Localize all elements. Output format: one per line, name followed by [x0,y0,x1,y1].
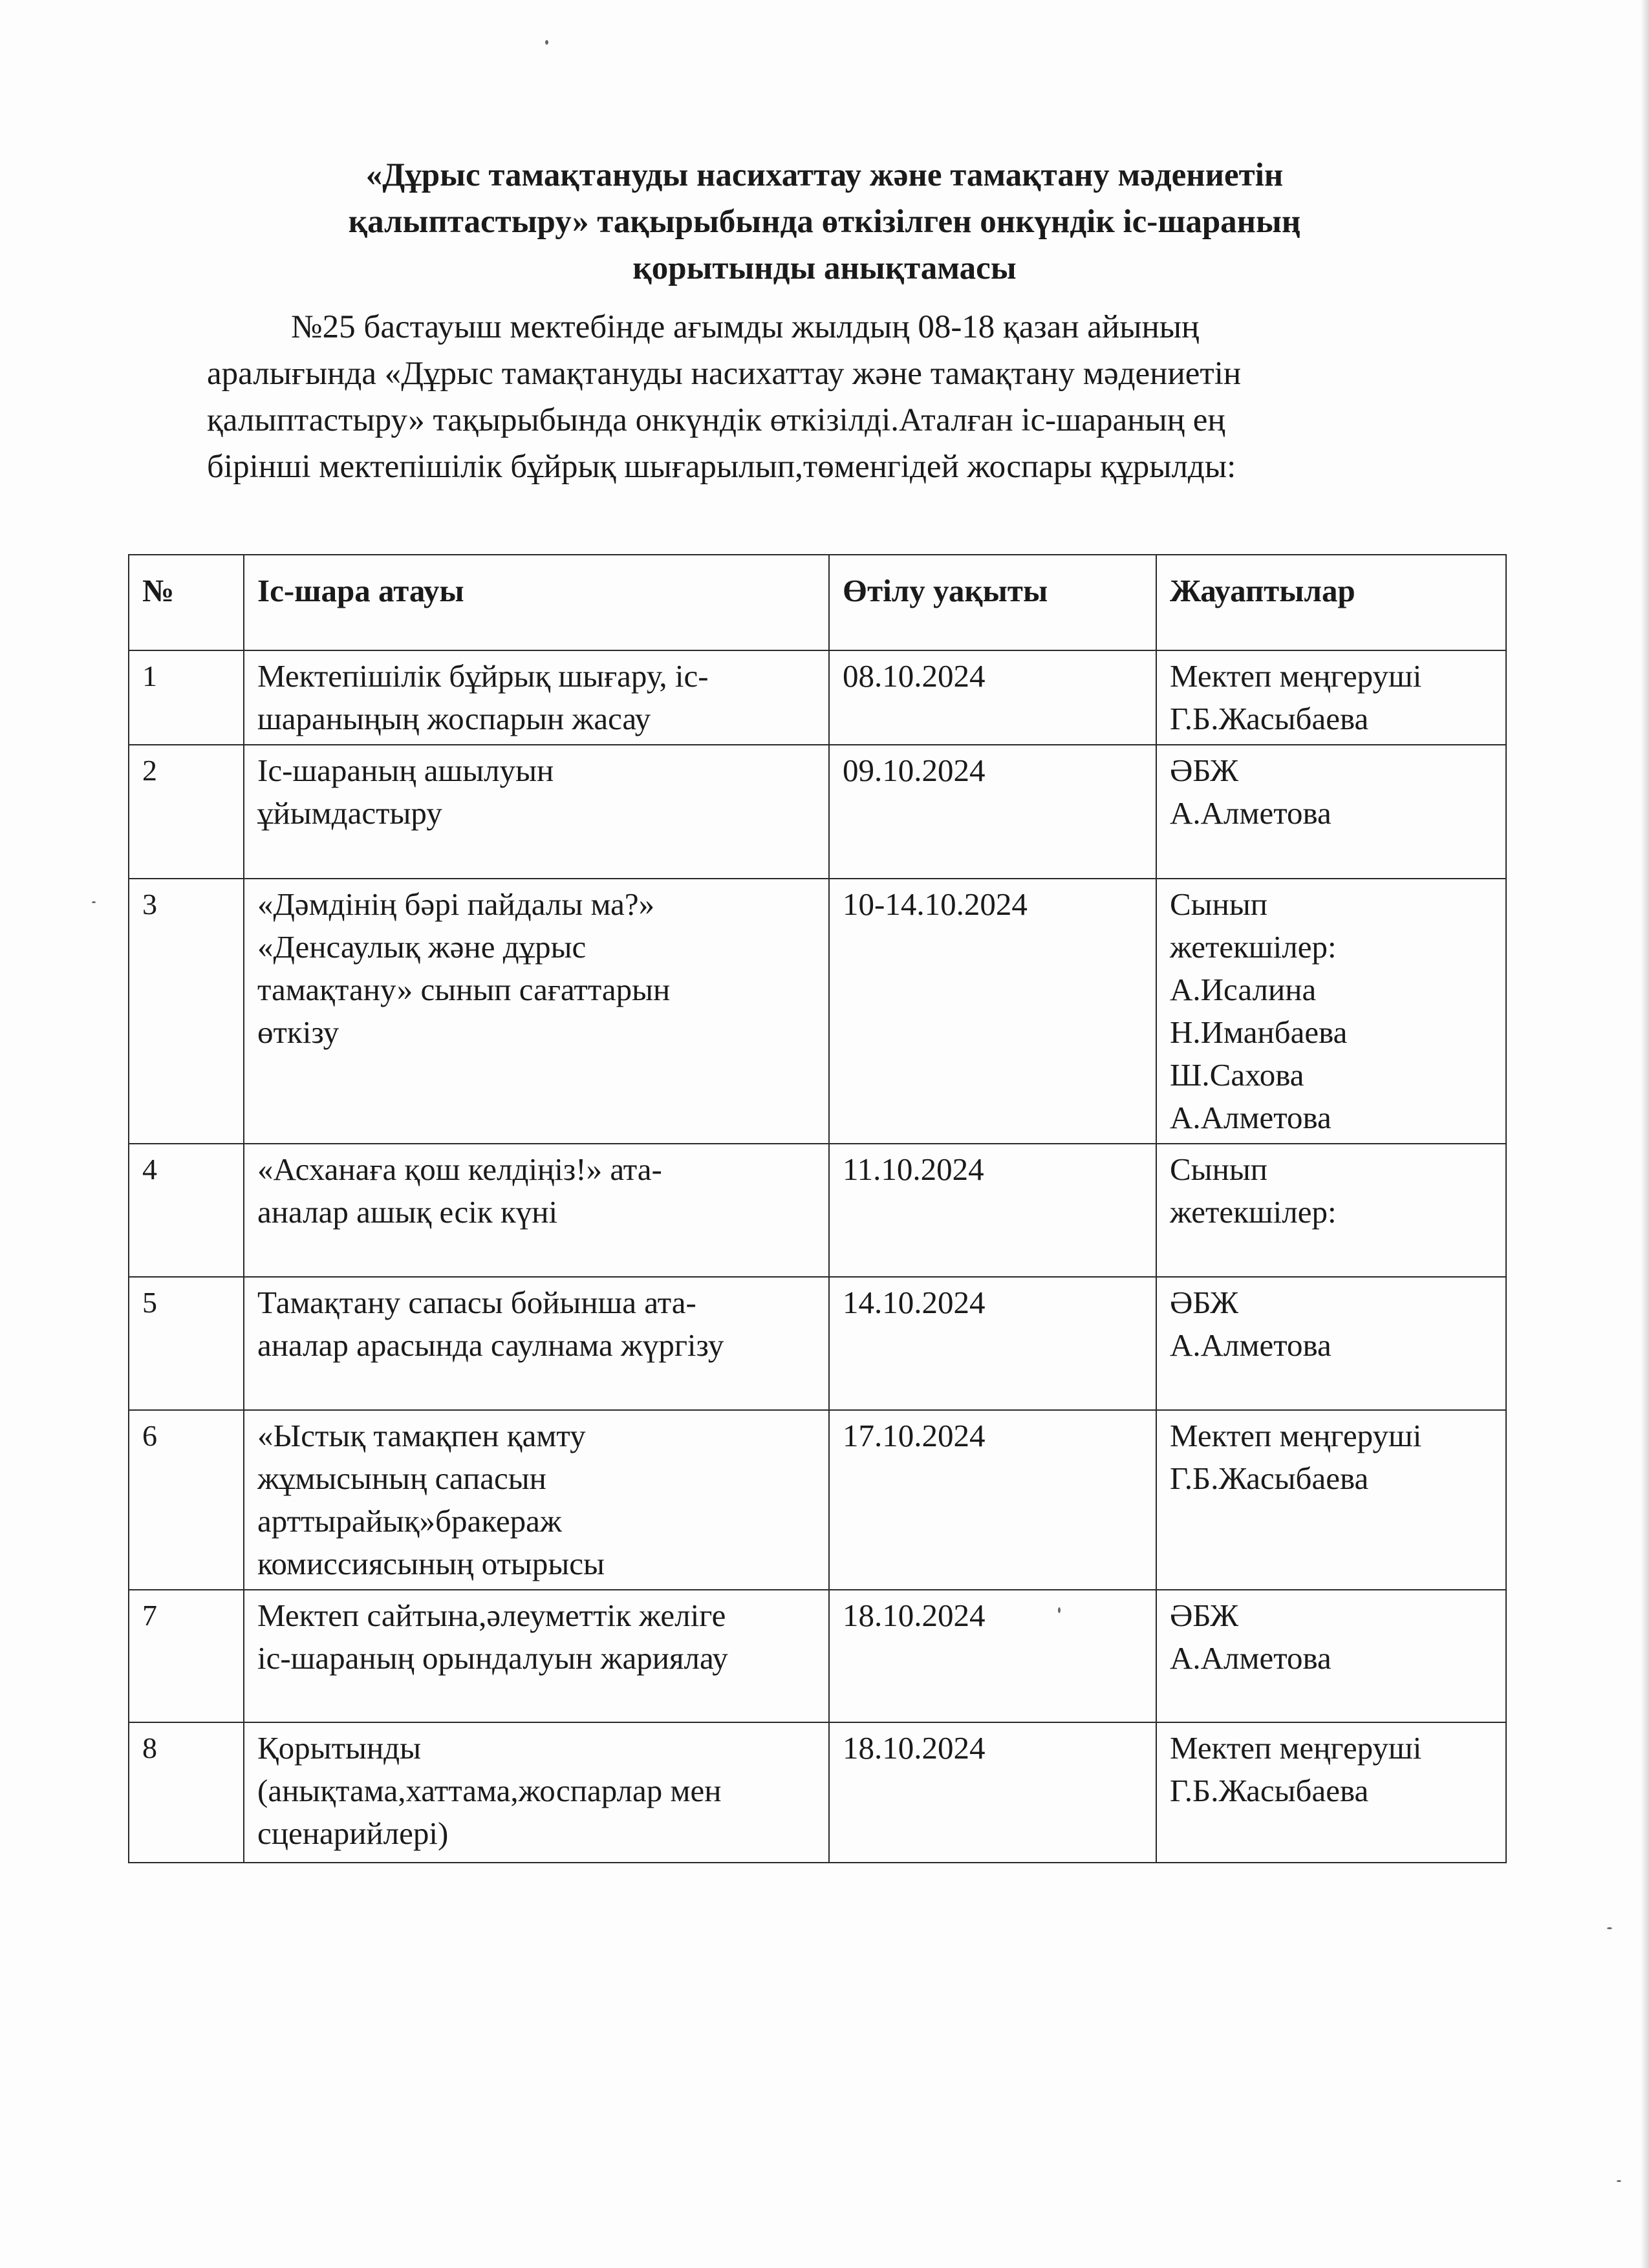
responsible-cell [1156,1277,1506,1410]
date-cell: 18.10.2024 [829,1590,1156,1722]
date-cell: 08.10.2024 [829,650,1156,745]
responsible-line: Ш.Сахова [1170,1057,1304,1093]
event-name-line: (анықтама,хаттама,жоспарлар мен [257,1773,722,1808]
row-number: 1 [129,650,244,745]
responsible-cell [1156,879,1506,1144]
event-name-line: шараныңың жоспарын жасау [257,701,651,736]
responsible-line: Сынып [1170,886,1267,922]
responsible-line: Мектеп меңгеруші [1170,658,1422,694]
responsible-cell [1156,650,1506,745]
responsible-line: Мектеп меңгеруші [1170,1730,1422,1766]
scan-speck [1058,1607,1061,1613]
responsible-line: А.Алметова [1170,1640,1331,1676]
row-number: 7 [129,1590,244,1722]
document-title [213,152,1436,292]
event-name-line: аналар арасында саулнама жүргізу [257,1327,724,1363]
responsible-line: Н.Иманбаева [1170,1014,1348,1050]
title-line: «Дұрыс тамақтануды насихаттау және тамақтану мәдениетін [365,157,1284,193]
intro-line: №25 бастауыш мектебінде ағымды жылдың 08-18 қазан айының [291,309,1200,345]
responsible-line: Г.Б.Жасыбаева [1170,1773,1369,1808]
responsible-cell [1156,1590,1506,1722]
event-name-cell [244,1722,829,1863]
row-number: 2 [129,745,244,879]
row-number: 4 [129,1144,244,1277]
responsible-line: ӘБЖ [1170,753,1239,788]
event-name-line: арттырайық»бракераж [257,1503,562,1539]
responsible-cell [1156,745,1506,879]
event-name-line: тамақтану» сынып сағаттарын [257,972,671,1007]
event-name-line: Тамақтану сапасы бойынша ата- [257,1285,696,1320]
event-name-line: іс-шараның орындалуын жариялау [257,1640,728,1676]
event-name-cell [244,1410,829,1590]
responsible-line: Сынып [1170,1151,1267,1187]
event-name-line: Қорытынды [257,1730,422,1766]
scan-speck [545,40,548,45]
table-row [129,1590,1506,1722]
scan-speck [1607,1927,1612,1929]
responsible-line: Мектеп меңгеруші [1170,1418,1422,1453]
responsible-line: жетекшілер: [1170,929,1337,965]
row-number: 6 [129,1410,244,1590]
table-row [129,1144,1506,1277]
event-name-cell [244,1590,829,1722]
date-cell: 10-14.10.2024 [829,879,1156,1144]
event-name-line: «Денсаулық және дұрыс [257,929,587,965]
intro-line: аралығында «Дұрыс тамақтануды насихаттау және тамақтану мәдениетін [207,356,1242,392]
responsible-line: А.Алметова [1170,1100,1331,1135]
responsible-cell [1156,1144,1506,1277]
table-row [129,1722,1506,1863]
title-line: қалыптастыру» тақырыбында өткізілген онкүндік іс-шараның [348,204,1301,240]
event-name-line: өткізу [257,1014,339,1050]
event-name-cell [244,1144,829,1277]
title-line: қорытынды анықтамасы [632,250,1017,286]
intro-line: бірінші мектепішілік бұйрық шығарылып,төменгідей жоспары құрылды: [207,449,1236,485]
responsible-line: жетекшілер: [1170,1194,1337,1230]
event-name-line: «Дәмдінің бәрі пайдалы ма?» [257,886,655,922]
event-name-line: Мектепішілік бұйрық шығару, іс- [257,658,709,694]
event-name-cell [244,879,829,1144]
event-name-cell [244,1277,829,1410]
date-cell: 18.10.2024 [829,1722,1156,1863]
responsible-line: ӘБЖ [1170,1598,1239,1633]
table-row [129,1410,1506,1590]
header-responsible: Жауаптылар [1156,555,1506,650]
event-name-line: «Ыстық тамақпен қамту [257,1418,586,1453]
event-name-line: жұмысының сапасын [257,1460,546,1496]
date-cell: 17.10.2024 [829,1410,1156,1590]
event-name-line: Мектеп сайтына,әлеуметтік желіге [257,1598,726,1633]
event-name-line: комиссиясының отырысы [257,1546,605,1581]
date-cell: 11.10.2024 [829,1144,1156,1277]
row-number: 8 [129,1722,244,1863]
responsible-line: А.Исалина [1170,972,1317,1007]
row-number: 3 [129,879,244,1144]
responsible-line: Г.Б.Жасыбаева [1170,701,1369,736]
responsible-line: Г.Б.Жасыбаева [1170,1460,1369,1496]
row-number: 5 [129,1277,244,1410]
table-row [129,1277,1506,1410]
event-name-line: «Асханаға қош келдіңіз!» ата- [257,1151,662,1187]
responsible-cell [1156,1410,1506,1590]
responsible-line: А.Алметова [1170,1327,1331,1363]
scan-speck [92,901,96,903]
responsible-cell [1156,1722,1506,1863]
responsible-line: ӘБЖ [1170,1285,1239,1320]
table-row [129,745,1506,879]
page-edge-shadow [1640,0,1649,2268]
event-name-cell [244,650,829,745]
table-row [129,879,1506,1144]
table-row [129,650,1506,745]
intro-line: қалыптастыру» тақырыбында онкүндік өткізілді.Аталған іс-шараның ең [207,402,1225,438]
scan-speck [1617,2180,1621,2182]
table-header-row [129,555,1506,650]
event-name-line: аналар ашық есік күні [257,1194,558,1230]
responsible-line: А.Алметова [1170,795,1331,831]
event-name-cell [244,745,829,879]
header-event-name: Іс-шара атауы [244,555,829,650]
header-number: № [129,555,244,650]
header-date: Өтілу уақыты [829,555,1156,650]
date-cell: 09.10.2024 [829,745,1156,879]
event-plan-table [128,554,1507,1863]
intro-paragraph [207,304,1410,490]
event-name-line: ұйымдастыру [257,795,442,831]
event-name-line: Іс-шараның ашылуын [257,753,554,788]
date-cell: 14.10.2024 [829,1277,1156,1410]
event-name-line: сценарийлері) [257,1815,449,1851]
